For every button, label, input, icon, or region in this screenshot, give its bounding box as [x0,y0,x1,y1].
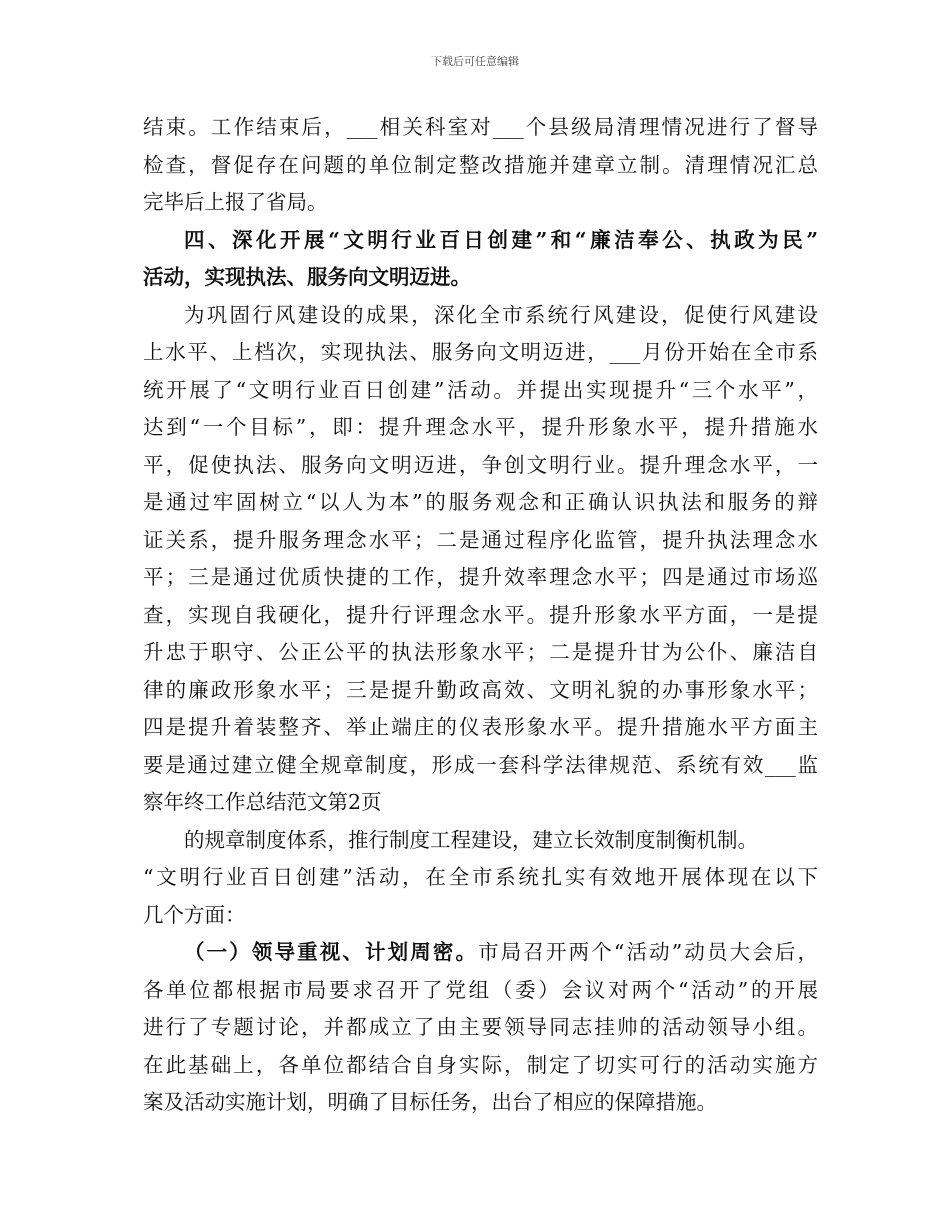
text-line: 证关系，提升服务理念水平；二是通过程序化监管，提升执法理念水 [143,527,818,552]
section-heading: （一）领导重视、计划周密。 [184,940,479,964]
text-line: 四、深化开展“文明行业百日创建”和“廉洁奉公、执政为民” [184,227,818,252]
text-line: 统开展了“文明行业百日创建”活动。并提出实现提升“三个水平”， [143,377,818,402]
text-line: 几个方面： [143,902,246,927]
text-line: 上水平、上档次，实现执法、服务向文明迈进，___月份开始在全市系 [143,340,818,364]
text-line: 为巩固行风建设的成果，深化全市系统行风建设，促使行风建设 [184,302,818,327]
text-line: 检查，督促存在问题的单位制定整改措施并建章立制。清理情况汇总 [143,152,818,177]
text-line: 各单位都根据市局要求召开了党组（委）会议对两个“活动”的开展 [143,977,818,1002]
text-line: 在此基础上，各单位都结合自身实际，制定了切实可行的活动实施方 [143,1052,818,1077]
text-line: 完毕后上报了省局。 [143,190,328,214]
text-line: 四是提升着装整齐、举止端庄的仪表形象水平。提升措施水平方面主 [143,715,818,739]
document-body [143,109,818,1122]
text-line: 的规章制度体系，推行制度工程建设，建立长效制度制衡机制。 [184,827,758,852]
text-line: “文明行业百日创建”活动，在全市系统扎实有效地开展体现在以下 [143,865,818,889]
text-line: 进行了专题讨论，并都成立了由主要领导同志挂帅的活动领导小组。 [143,1015,818,1039]
text-line: （一）领导重视、计划周密。市局召开两个“活动”动员大会后， [184,940,818,964]
text-line: 平，促使执法、服务向文明迈进，争创文明行业。提升理念水平，一 [143,452,818,477]
text-line: 律的廉政形象水平；三是提升勤政高效、文明礼貌的办事形象水平； [143,677,818,702]
text-line: 要是通过建立健全规章制度，形成一套科学法律规范、系统有效___监 [143,752,818,777]
text-line: 升忠于职守、公正公平的执法形象水平；二是提升甘为公仆、廉洁自 [143,640,818,664]
page-header: 下载后可任意编辑 [431,55,519,68]
text-line: 达到“一个目标”，即：提升理念水平，提升形象水平，提升措施水 [143,415,818,439]
text-line: 结束。工作结束后，___相关科室对___个县级局清理情况进行了督导 [143,115,818,139]
text-line: 平；三是通过优质快捷的工作，提升效率理念水平；四是通过市场巡 [143,565,818,589]
text-line: 查，实现自我硬化，提升行评理念水平。提升形象水平方面，一是提 [143,602,818,627]
text-line: 是通过牢固树立“以人为本”的服务观念和正确认识执法和服务的辩 [143,490,818,514]
text-line: 活动，实现执法、服务向文明迈进。 [143,265,471,289]
text-line: 察年终工作总结范文第2页 [143,790,382,814]
text-line: 案及活动实施计划，明确了目标任务，出台了相应的保障措施。 [143,1090,717,1114]
